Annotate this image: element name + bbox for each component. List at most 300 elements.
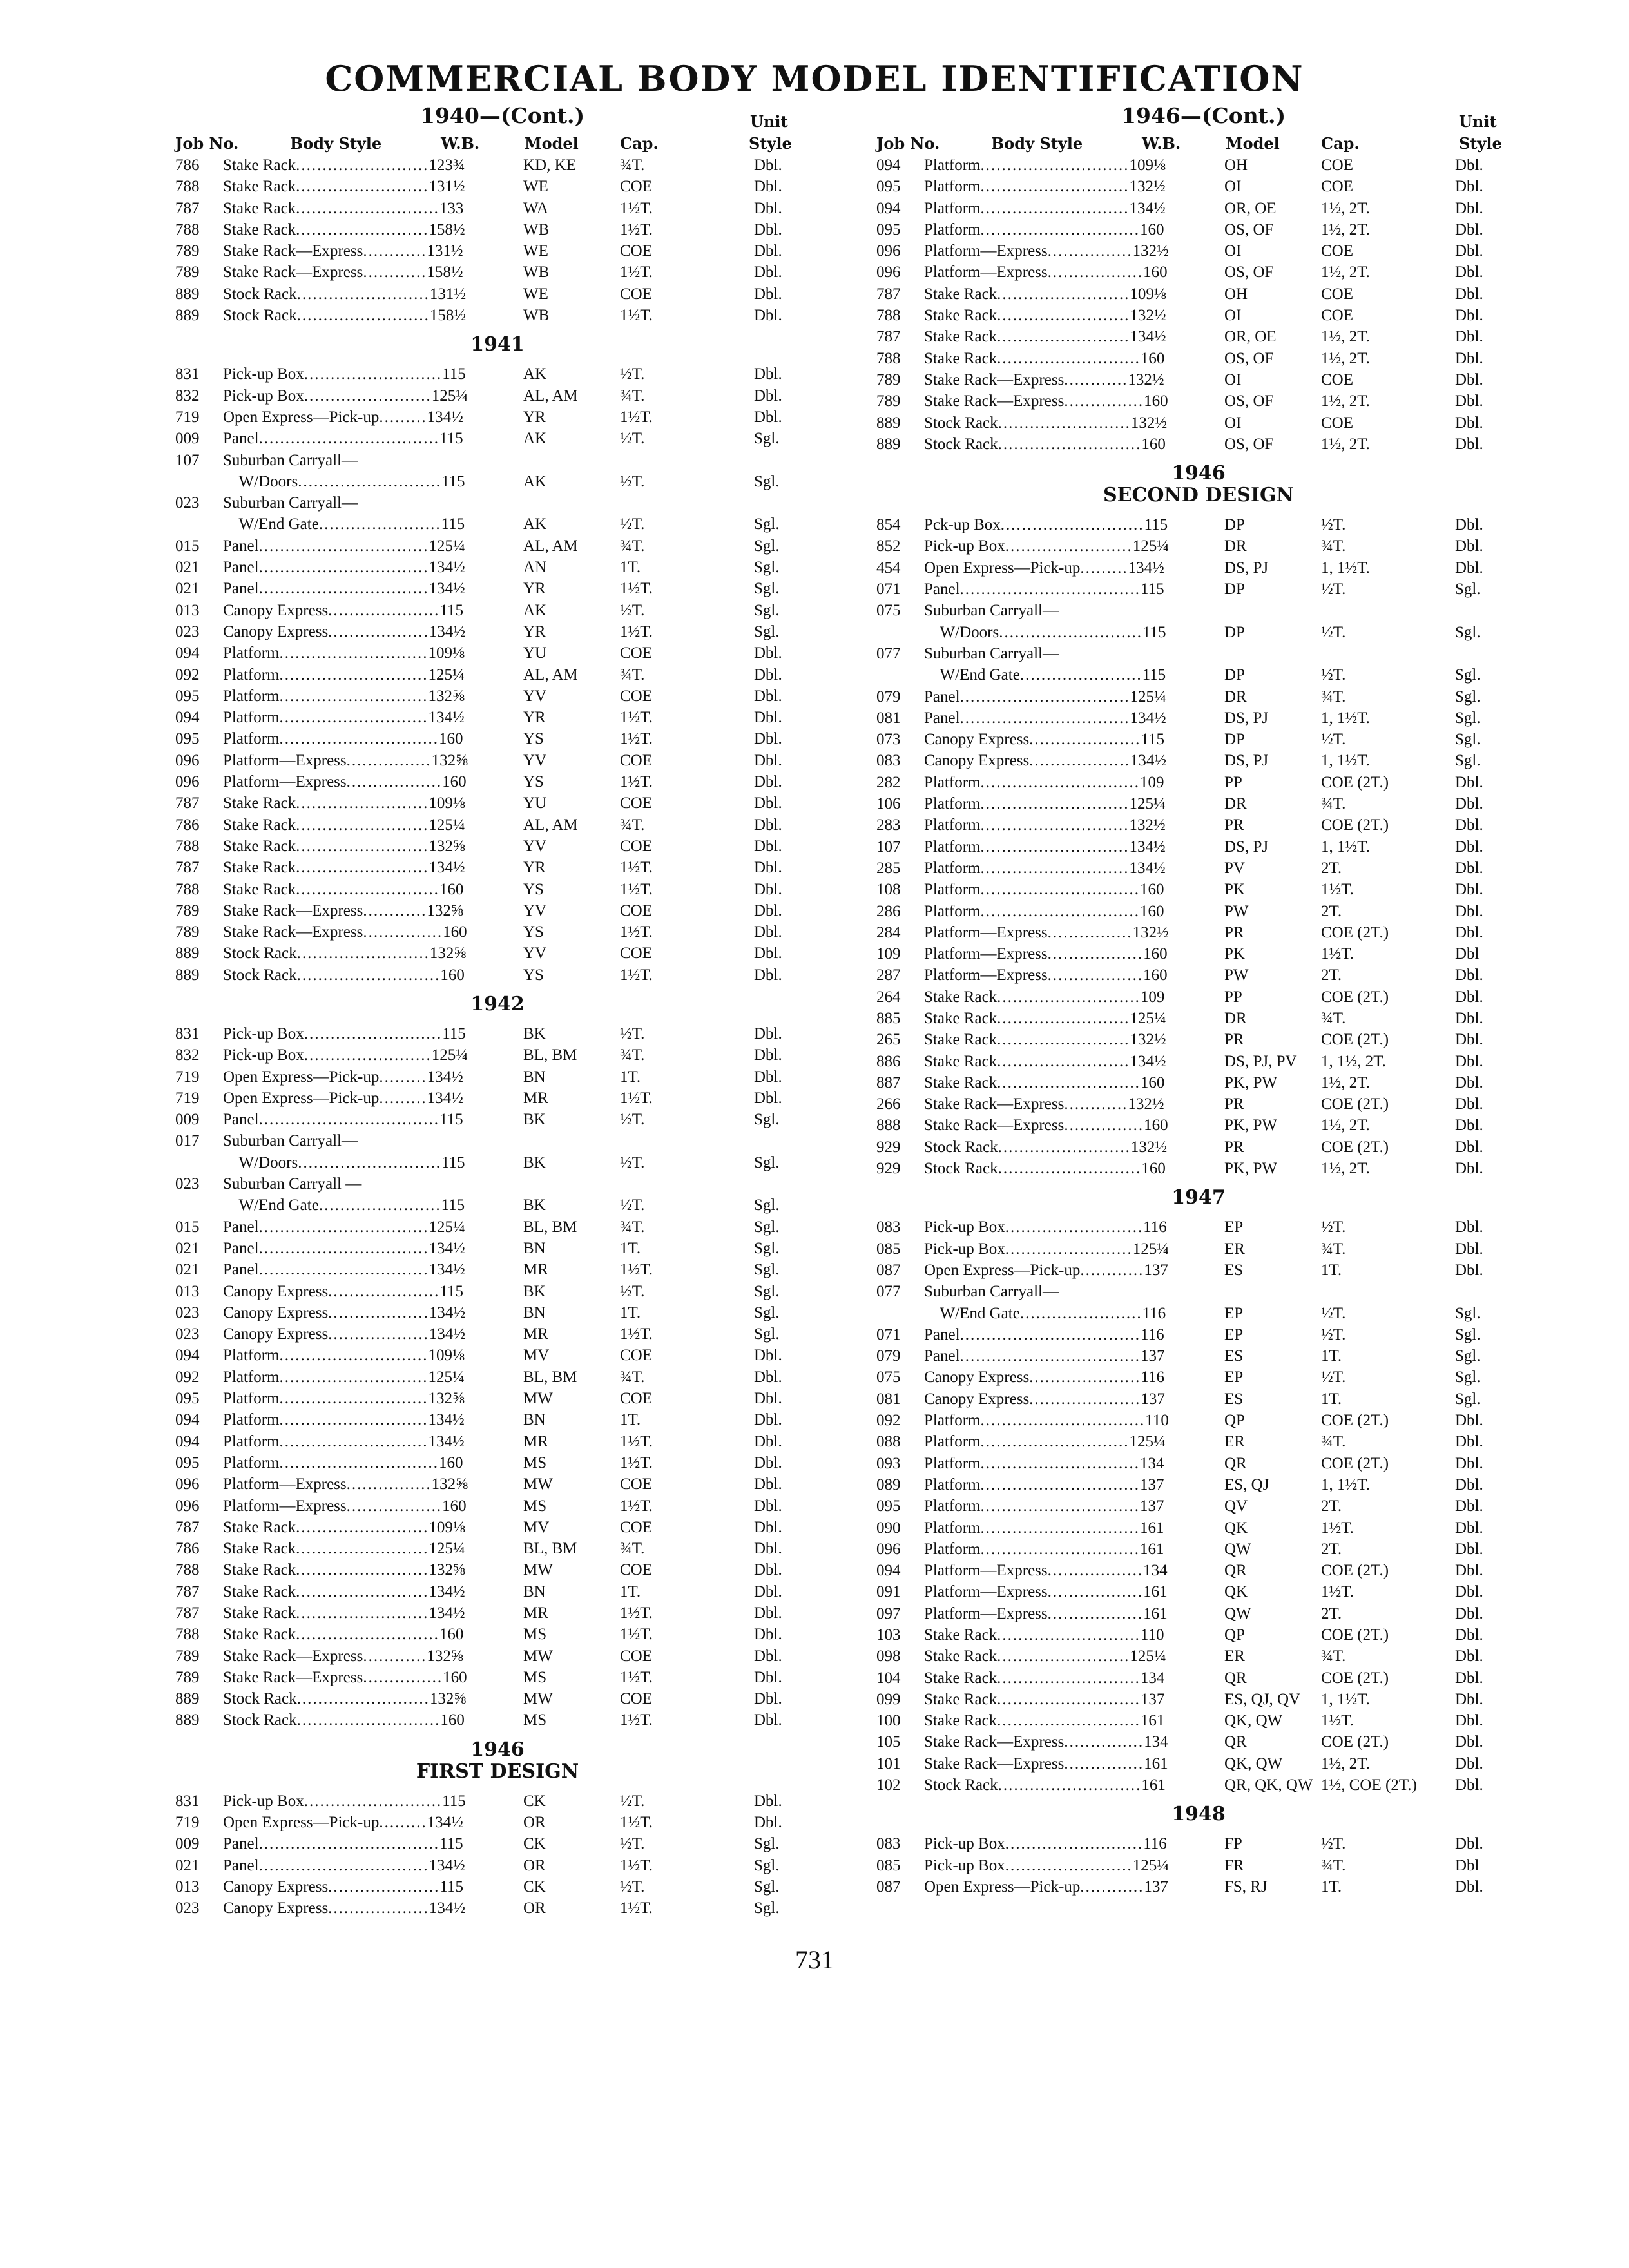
wb-header: W.B. <box>1142 134 1181 153</box>
job-number: 886 <box>876 1052 901 1070</box>
model: QK, QW <box>1224 1754 1283 1773</box>
unit-style: Dbl. <box>754 1046 782 1064</box>
job-number: 095 <box>876 178 901 196</box>
body-style: W/End Gate <box>223 1196 319 1215</box>
table-row <box>876 1115 1521 1136</box>
table-row <box>175 514 820 535</box>
unit-style: Sgl. <box>1455 623 1481 641</box>
wheelbase: 125¼ <box>431 1046 468 1064</box>
body-style: Stake Rack <box>223 837 296 855</box>
job-number: 109 <box>876 945 901 963</box>
unit-style: Dbl. <box>754 1475 782 1494</box>
job-number: 832 <box>175 1046 200 1064</box>
model: YS <box>523 773 544 791</box>
model: WB <box>523 264 550 282</box>
model: OS, OF <box>1224 264 1274 282</box>
body-style: Stake Rack—Express <box>223 264 363 282</box>
model: QR <box>1224 1669 1247 1687</box>
leader-dots: .................................. <box>959 1325 1141 1343</box>
table-row <box>175 1259 820 1280</box>
job-number: 929 <box>876 1138 901 1156</box>
unit-style: Dbl. <box>1455 1519 1483 1537</box>
body-style: Platform <box>223 1390 280 1408</box>
leader-dots: ......................... <box>997 1031 1130 1049</box>
body-style: Panel <box>924 581 960 599</box>
unit-style: Dbl. <box>754 1518 782 1536</box>
body-style: Panel <box>223 1239 259 1257</box>
body-style-cell <box>924 686 1311 707</box>
table-row <box>175 1474 820 1495</box>
unit-style: Dbl. <box>1455 795 1483 813</box>
leader-dots: ................................ <box>959 709 1130 727</box>
body-style: Platform—Express <box>223 751 347 769</box>
wheelbase: 115 <box>441 1153 465 1171</box>
table-row <box>876 1410 1521 1431</box>
capacity: 1½T. <box>620 1604 653 1622</box>
job-number: 787 <box>175 1518 200 1536</box>
leader-dots: ......................... <box>997 1648 1130 1666</box>
body-style-cell <box>924 579 1311 600</box>
model: OS, OF <box>1224 392 1274 410</box>
body-style-cell <box>223 1259 610 1280</box>
capacity: ½T. <box>1321 581 1346 599</box>
body-style: Platform—Express <box>924 923 1048 941</box>
capacity: COE <box>1321 157 1353 174</box>
wheelbase: 125¼ <box>431 387 468 405</box>
wheelbase: 161 <box>1140 1712 1165 1730</box>
wheelbase: 109⅛ <box>1130 285 1166 303</box>
job-number: 788 <box>175 837 200 855</box>
page-number: 731 <box>795 1945 834 1974</box>
wheelbase: 134½ <box>1130 1052 1166 1070</box>
body-style: W/Doors <box>223 1153 298 1171</box>
table-row <box>175 284 820 305</box>
unit-style: Dbl. <box>1455 264 1483 282</box>
body-style: Open Express—Pick-up <box>223 1814 380 1832</box>
capacity: 1½T. <box>620 966 653 984</box>
table-row <box>175 578 820 599</box>
job-number: 071 <box>876 581 901 599</box>
body-style: W/Doors <box>924 623 999 641</box>
unit-style: Dbl. <box>754 307 782 325</box>
table-row <box>175 1216 820 1238</box>
unit-style: Sgl. <box>754 1325 780 1343</box>
job-number: 075 <box>876 602 901 620</box>
table-row <box>175 1876 820 1898</box>
leader-dots: ........................... <box>296 966 441 984</box>
body-style-cell <box>223 707 610 728</box>
unit-style: Dbl. <box>754 1814 782 1832</box>
unit-style: Dbl. <box>1455 1754 1483 1773</box>
body-style: Stake Rack <box>223 880 296 898</box>
table-row <box>175 557 820 578</box>
capacity: ½T. <box>620 1196 645 1215</box>
job-number: 885 <box>876 1009 901 1027</box>
wheelbase: 137 <box>1140 1475 1164 1494</box>
body-style: Canopy Express <box>223 1899 329 1917</box>
unit-style: Dbl. <box>1455 816 1483 834</box>
table-row <box>876 1624 1521 1646</box>
leader-dots: ....................... <box>1019 666 1142 684</box>
model: AL, AM <box>523 816 578 834</box>
unit-style: Dbl. <box>1455 1648 1483 1666</box>
job-number: 787 <box>175 1604 200 1622</box>
capacity: ¾T. <box>1321 537 1346 555</box>
table-row <box>876 1137 1521 1158</box>
body-style-cell <box>924 922 1311 943</box>
table-row <box>175 363 820 385</box>
job-number: 094 <box>175 1432 200 1450</box>
table-row <box>175 686 820 707</box>
wheelbase: 161 <box>1143 1604 1168 1622</box>
body-style: Stock Rack <box>223 285 297 303</box>
capacity: COE (2T.) <box>1321 988 1389 1006</box>
wheelbase: 125¼ <box>429 1540 465 1558</box>
table-row <box>876 1051 1521 1072</box>
table-row <box>876 1539 1521 1560</box>
body-style-cell <box>223 1709 610 1731</box>
body-style: Stake Rack <box>924 1712 998 1730</box>
capacity: 1, 1½T. <box>1321 1690 1370 1708</box>
leader-dots: .......................... <box>304 1792 443 1810</box>
unit-style: Dbl. <box>1455 220 1483 238</box>
job-number: 788 <box>876 349 901 367</box>
job-number: 096 <box>175 1475 200 1494</box>
job-number: 889 <box>175 285 200 303</box>
capacity: ¾T. <box>1321 1648 1346 1666</box>
job-number: 788 <box>175 178 200 196</box>
unit-style: Dbl. <box>754 1690 782 1708</box>
leader-dots: ......... <box>379 1814 427 1832</box>
leader-dots: .............................. <box>980 773 1140 791</box>
wheelbase: 161 <box>1143 1583 1168 1601</box>
unit-style: Sgl. <box>1455 731 1481 749</box>
body-style: Stake Rack <box>223 1626 296 1644</box>
body-style-cell <box>924 1581 1311 1602</box>
unit-style: Sgl. <box>754 537 780 555</box>
job-number: 075 <box>876 1369 901 1387</box>
body-style: Platform <box>223 1454 280 1472</box>
job-number: 787 <box>175 794 200 812</box>
wheelbase: 115 <box>1141 581 1164 599</box>
table-row <box>876 284 1521 305</box>
unit-style: Sgl. <box>754 1261 780 1279</box>
unit-style: Dbl. <box>1455 1604 1483 1622</box>
wheelbase: 160 <box>442 1497 467 1515</box>
job-number: 095 <box>175 1390 200 1408</box>
table-row <box>876 369 1521 390</box>
wheelbase: 134½ <box>428 1411 465 1429</box>
leader-dots: ............ <box>1064 370 1128 389</box>
leader-dots: ......................... <box>296 1604 429 1622</box>
body-style-cell <box>223 1495 610 1517</box>
model: MS <box>523 1668 547 1686</box>
capacity: ½T. <box>620 430 645 448</box>
capacity: ½T. <box>1321 516 1346 534</box>
body-style-cell <box>223 1173 610 1195</box>
leader-dots: ........................... <box>997 1073 1141 1091</box>
wheelbase: 134½ <box>428 1432 465 1450</box>
job-number: 887 <box>876 1073 901 1091</box>
body-style: Pick-up Box <box>924 1856 1005 1874</box>
body-style: Stake Rack—Express <box>924 1117 1065 1135</box>
table-row <box>876 879 1521 900</box>
capacity: ¾T. <box>620 1368 645 1386</box>
unit-style: Dbl. <box>754 199 782 217</box>
job-number: 091 <box>876 1583 901 1601</box>
unit-style: Dbl. <box>754 387 782 405</box>
table-row <box>876 1158 1521 1179</box>
capacity: ½T. <box>1321 1835 1346 1853</box>
body-style: Platform <box>924 1454 981 1472</box>
job-number: 787 <box>175 199 200 217</box>
body-style-cell <box>223 1195 610 1216</box>
capacity: ¾T. <box>1321 795 1346 813</box>
model: AK <box>523 365 547 383</box>
wheelbase: 137 <box>1144 1261 1168 1279</box>
body-style-cell <box>223 1833 610 1854</box>
section-year: 1947 <box>1171 1186 1226 1209</box>
body-style-cell <box>924 1303 1311 1324</box>
leader-dots: ............................ <box>279 1432 429 1450</box>
body-style-cell <box>924 1345 1311 1367</box>
leader-dots: ............ <box>363 1647 427 1665</box>
wheelbase: 125¼ <box>429 816 465 834</box>
job-no-header: Job No. <box>876 134 940 153</box>
table-row <box>876 155 1521 176</box>
table-row <box>175 621 820 642</box>
body-style: Canopy Express <box>223 1325 329 1343</box>
wheelbase: 115 <box>441 1196 465 1215</box>
leader-dots: ........................... <box>997 1712 1141 1730</box>
capacity: 1, 1½T. <box>1321 709 1370 727</box>
wheelbase: 160 <box>443 1668 467 1686</box>
table-row <box>175 1066 820 1088</box>
table-row <box>876 198 1521 219</box>
left-column <box>175 103 820 1919</box>
job-number: 283 <box>876 816 901 834</box>
wheelbase: 160 <box>1143 264 1168 282</box>
model: PR <box>1224 1138 1244 1156</box>
capacity: COE <box>1321 285 1353 303</box>
section-year: 1942 <box>470 992 525 1015</box>
job-number: 786 <box>175 816 200 834</box>
unit-style: Dbl. <box>754 365 782 383</box>
model: AN <box>523 559 547 577</box>
body-style-cell <box>223 1323 610 1345</box>
unit-style: Dbl. <box>754 794 782 812</box>
unit-style: Dbl. <box>754 157 782 174</box>
leader-dots: ........................ <box>1005 1240 1133 1258</box>
unit-style: Dbl. <box>1455 1776 1483 1794</box>
job-number: 077 <box>876 1283 901 1301</box>
capacity: ¾T. <box>1321 1009 1346 1027</box>
capacity: 2T. <box>1321 902 1342 920</box>
model: MS <box>523 1626 547 1644</box>
capacity: 1½, 2T. <box>1321 392 1370 410</box>
model: BK <box>523 1024 546 1043</box>
table-row <box>876 390 1521 412</box>
capacity: COE <box>1321 414 1353 432</box>
unit-style: Sgl. <box>754 1153 780 1171</box>
capacity: 1, 1½, 2T. <box>1321 1052 1386 1070</box>
job-number: 100 <box>876 1712 901 1730</box>
wheelbase: 132½ <box>1130 1031 1166 1049</box>
job-number: 096 <box>876 264 901 282</box>
capacity: 1½T. <box>620 1325 653 1343</box>
leader-dots: ......................... <box>296 794 429 812</box>
model: AL, AM <box>523 387 578 405</box>
unit-style: Dbl. <box>1455 1240 1483 1258</box>
body-style-cell <box>223 728 610 749</box>
leader-dots: ......... <box>379 1089 427 1107</box>
table-row <box>876 1581 1521 1602</box>
job-number: 266 <box>876 1095 901 1113</box>
unit-style: Dbl. <box>754 966 782 984</box>
capacity: COE <box>620 1518 652 1536</box>
unit-header: Unit <box>1459 112 1497 131</box>
leader-dots: ..................... <box>1029 1369 1141 1387</box>
wheelbase: 132⅝ <box>428 1390 465 1408</box>
capacity: COE (2T.) <box>1321 816 1389 834</box>
capacity: 1½, 2T. <box>1321 220 1370 238</box>
unit-style: Dbl. <box>1455 966 1483 985</box>
table-row <box>876 305 1521 326</box>
unit-style: Sgl. <box>1455 1304 1481 1322</box>
wheelbase: 134½ <box>427 1814 463 1832</box>
table-row <box>876 664 1521 686</box>
job-number: 786 <box>175 157 200 174</box>
job-number: 105 <box>876 1733 901 1751</box>
model: WA <box>523 199 548 217</box>
capacity: ½T. <box>620 601 645 619</box>
wheelbase: 115 <box>442 1024 466 1043</box>
body-style: Open Express—Pick-up <box>924 559 1081 577</box>
unit-style: Sgl. <box>754 472 780 490</box>
table-row <box>175 1281 820 1302</box>
job-number: 021 <box>175 1239 200 1257</box>
job-number: 787 <box>175 1582 200 1600</box>
table-row <box>175 921 820 943</box>
body-style: Platform <box>924 773 981 791</box>
model: ES <box>1224 1390 1244 1408</box>
capacity: 1T. <box>620 1239 641 1257</box>
job-number: 854 <box>876 516 901 534</box>
leader-dots: .................. <box>1047 1562 1144 1580</box>
capacity: COE (2T.) <box>1321 1138 1389 1156</box>
body-style-cell <box>223 750 610 771</box>
model: AK <box>523 515 547 533</box>
unit-style: Sgl. <box>754 1218 780 1236</box>
body-style-cell <box>924 155 1311 176</box>
leader-dots: ......... <box>379 1068 427 1086</box>
job-number: 104 <box>876 1669 901 1687</box>
unit-style: Dbl. <box>1455 1540 1483 1558</box>
leader-dots: ........................... <box>997 1669 1141 1687</box>
wheelbase: 137 <box>1140 1497 1164 1515</box>
capacity: COE (2T.) <box>1321 1733 1389 1751</box>
model: DR <box>1224 537 1247 555</box>
capacity: 1½, COE (2T.) <box>1321 1776 1417 1794</box>
unit-style: Dbl. <box>754 285 782 303</box>
wheelbase: 109⅛ <box>428 644 465 662</box>
leader-dots: ............ <box>1080 1261 1144 1279</box>
section-subheading: FIRST DESIGN <box>416 1760 579 1783</box>
unit-style: Dbl. <box>1455 1583 1483 1601</box>
model: QR, QK, QW <box>1224 1776 1313 1794</box>
capacity: COE (2T.) <box>1321 1031 1389 1049</box>
unit-style: Sgl. <box>754 1111 780 1129</box>
table-row <box>175 1130 820 1151</box>
body-style: Panel <box>924 1347 960 1365</box>
unit-style: Sgl. <box>1455 1325 1481 1343</box>
unit-style: Dbl. <box>754 1454 782 1472</box>
capacity: 2T. <box>1321 1604 1342 1622</box>
model: OI <box>1224 370 1242 389</box>
wheelbase: 115 <box>439 1835 463 1853</box>
leader-dots: ............................ <box>980 795 1130 813</box>
capacity: 1½T. <box>620 1089 653 1107</box>
table-row <box>876 965 1521 986</box>
model: QR <box>1224 1733 1247 1751</box>
capacity: COE <box>620 1561 652 1579</box>
model: WE <box>523 178 548 196</box>
job-number: 009 <box>175 1111 200 1129</box>
unit-style: Dbl. <box>754 880 782 898</box>
body-style: Panel <box>223 1835 259 1853</box>
unit-style: Dbl. <box>1455 1138 1483 1156</box>
capacity: 1T. <box>1321 1878 1342 1896</box>
leader-dots: ......................... <box>296 1690 430 1708</box>
model-header: Model <box>525 134 579 153</box>
model: AL, AM <box>523 666 578 684</box>
section-heading <box>175 1731 820 1791</box>
job-number: 719 <box>175 1068 200 1086</box>
unit-style: Dbl. <box>754 923 782 941</box>
leader-dots: .............................. <box>279 1454 439 1472</box>
body-style-cell <box>924 858 1311 879</box>
table-row <box>175 1088 820 1109</box>
body-style: Platform <box>924 1475 981 1494</box>
job-number: 888 <box>876 1117 901 1135</box>
model: QP <box>1224 1626 1245 1644</box>
body-style: Suburban Carryall— <box>223 451 358 469</box>
body-style-cell <box>924 1603 1311 1624</box>
body-style: Panel <box>924 687 960 706</box>
job-number: 023 <box>175 494 200 512</box>
model: BL, BM <box>523 1218 577 1236</box>
body-style: Stock Rack <box>924 1776 998 1794</box>
body-style: Stake Rack—Express <box>924 1754 1065 1773</box>
model: ES <box>1224 1261 1244 1279</box>
capacity: 1½T. <box>620 1454 653 1472</box>
wheelbase: 160 <box>1140 349 1165 367</box>
body-style: Stake Rack <box>223 1561 296 1579</box>
wheelbase: 134 <box>1143 1562 1168 1580</box>
wheelbase: 132½ <box>1130 414 1168 432</box>
body-style-cell <box>223 879 610 900</box>
capacity: 2T. <box>1321 859 1342 877</box>
wheelbase: 160 <box>1144 392 1168 410</box>
capacity: 1, 1½T. <box>1321 559 1370 577</box>
body-style-header: Body Style <box>290 134 382 153</box>
body-style: Platform <box>924 902 981 920</box>
wheelbase: 134½ <box>429 1325 466 1343</box>
job-number: 929 <box>876 1160 901 1178</box>
unit-style: Dbl. <box>1455 435 1483 453</box>
capacity: 1½T. <box>620 709 653 727</box>
body-style-cell <box>924 514 1311 535</box>
